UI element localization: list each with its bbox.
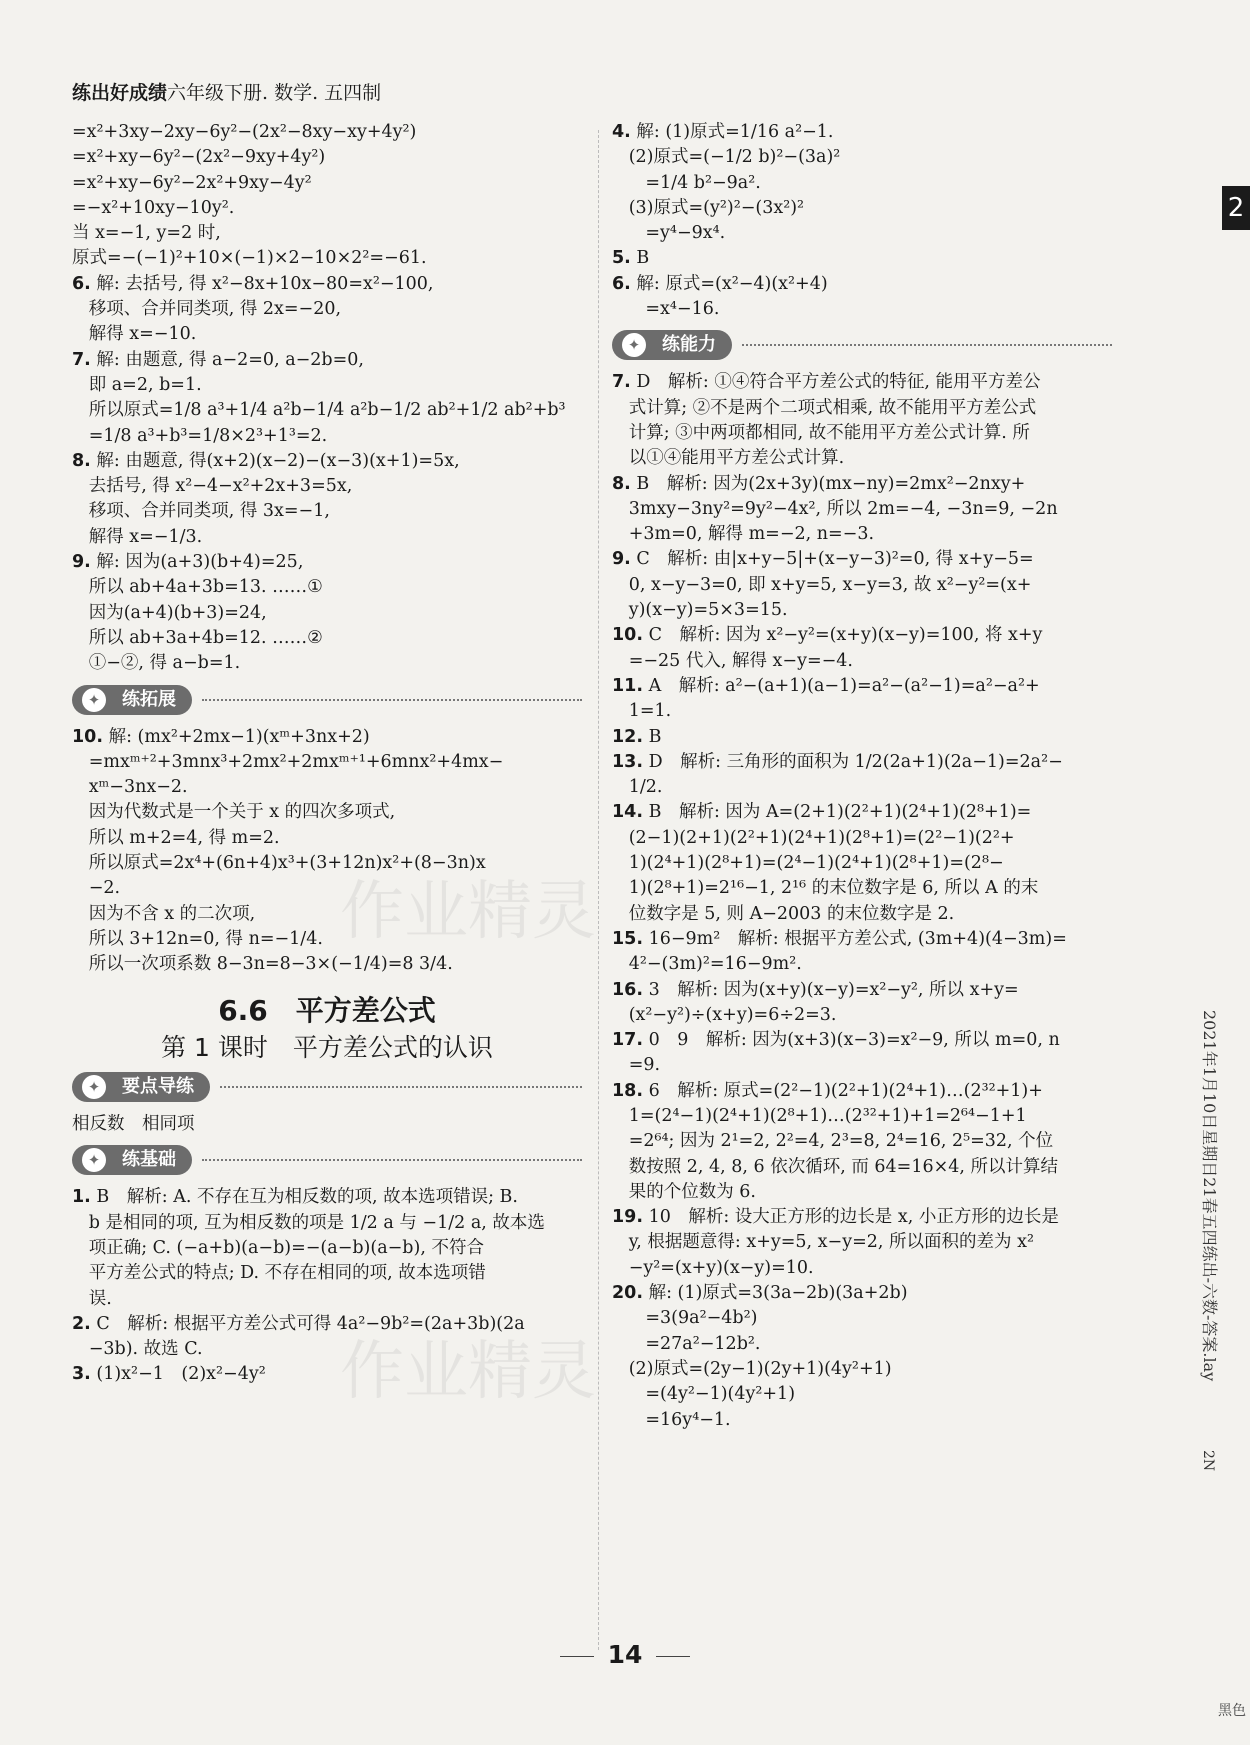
answer-line bbox=[612, 826, 1112, 851]
section-heading: 6.6 平方差公式 bbox=[218, 993, 436, 1027]
question-number: 11. bbox=[612, 675, 644, 696]
side-code: 2N bbox=[1200, 1450, 1216, 1472]
question-number: 14. bbox=[612, 802, 644, 823]
answer-line bbox=[612, 649, 1112, 674]
answer-line bbox=[612, 1155, 1112, 1180]
answer-text: 原式=−(−1)²+10×(−1)×2−10×2²=−61. bbox=[72, 248, 427, 269]
answer-text: C 解析: 因为 x²−y²=(x+y)(x−y)=100, 将 x+y bbox=[643, 625, 1043, 646]
question-number: 10. bbox=[612, 625, 644, 646]
answer-text: 解: (mx²+2mx−1)(xᵐ+3nx+2) bbox=[103, 726, 370, 747]
answer-line bbox=[612, 145, 1112, 170]
answer-text: =mxᵐ⁺²+3mnx³+2mx²+2mxᵐ⁺¹+6mnx²+4mx− bbox=[72, 751, 504, 772]
answer-line bbox=[72, 1112, 582, 1137]
answer-text: −2. bbox=[72, 878, 121, 899]
answer-line bbox=[72, 449, 582, 474]
answer-text: 1)(2⁴+1)(2⁸+1)=(2⁴−1)(2⁴+1)(2⁸+1)=(2⁸− bbox=[612, 853, 1004, 874]
section-title bbox=[72, 1072, 210, 1102]
answer-text: (3)原式=(y²)²−(3x²)² bbox=[612, 197, 805, 218]
corner-label: 黑色 bbox=[1218, 1703, 1246, 1719]
answer-line bbox=[612, 800, 1112, 825]
answer-line bbox=[612, 1053, 1112, 1078]
question-number: 17. bbox=[612, 1030, 644, 1051]
answer-line bbox=[612, 221, 1112, 246]
answer-line bbox=[72, 196, 582, 221]
answer-line bbox=[612, 370, 1112, 395]
answer-line bbox=[612, 1382, 1112, 1407]
answer-line bbox=[612, 421, 1112, 446]
answer-line bbox=[612, 1180, 1112, 1205]
answer-line bbox=[612, 171, 1112, 196]
answer-text: 所以一次项系数 8−3n=8−3×(−1/4)=8 3/4. bbox=[72, 954, 453, 975]
answer-line bbox=[72, 800, 582, 825]
answer-line bbox=[612, 876, 1112, 901]
page-header bbox=[72, 78, 381, 105]
page-number-row bbox=[0, 1640, 1250, 1669]
answer-line bbox=[612, 1408, 1112, 1433]
answer-line bbox=[612, 547, 1112, 572]
section-title bbox=[72, 1145, 192, 1175]
answer-line bbox=[72, 851, 582, 876]
answer-line bbox=[72, 145, 582, 170]
section-banner bbox=[72, 1143, 582, 1177]
answer-text: (1)x²−1 (2)x²−4y² bbox=[90, 1364, 266, 1385]
answer-text: 所以 3+12n=0, 得 n=−1/4. bbox=[72, 928, 323, 949]
answer-text: =−25 代入, 解得 x−y=−4. bbox=[612, 650, 853, 671]
question-number: 8. bbox=[612, 473, 631, 494]
answer-text: 1/2. bbox=[612, 777, 663, 798]
answer-line bbox=[612, 1306, 1112, 1331]
answer-line bbox=[612, 927, 1112, 952]
answer-line bbox=[612, 573, 1112, 598]
watermark: 作业精灵 bbox=[340, 1335, 596, 1409]
answer-text: D 解析: 三角形的面积为 1/2(2a+1)(2a−1)=2a²− bbox=[643, 751, 1063, 772]
answer-text: 因为代数式是一个关于 x 的四次多项式, bbox=[72, 802, 396, 823]
answer-line bbox=[612, 1079, 1112, 1104]
answer-line bbox=[612, 1003, 1112, 1028]
answer-line bbox=[612, 1104, 1112, 1129]
answer-text: 解: 原式=(x²−4)(x²+4) bbox=[630, 273, 828, 294]
chapter-tab: 2 bbox=[1222, 186, 1250, 230]
answer-text: =x⁴−16. bbox=[612, 299, 720, 320]
section-title bbox=[612, 330, 732, 360]
runner-icon: ✦ bbox=[82, 688, 106, 712]
dotted-rule bbox=[202, 1159, 582, 1161]
answer-line bbox=[612, 396, 1112, 421]
answer-text: =27a²−12b². bbox=[612, 1333, 761, 1354]
answer-line bbox=[72, 373, 582, 398]
answer-text: 1=1. bbox=[612, 701, 672, 722]
answer-line bbox=[612, 902, 1112, 927]
answer-text: +3m=0, 解得 m=−2, n=−3. bbox=[612, 524, 875, 545]
column-divider bbox=[598, 130, 599, 1650]
answer-line bbox=[612, 120, 1112, 145]
answer-text: 解得 x=−10. bbox=[72, 324, 197, 345]
answer-line bbox=[72, 221, 582, 246]
answer-text: 以①④能用平方差公式计算. bbox=[612, 448, 845, 469]
answer-text: 解: 因为(a+3)(b+4)=25, bbox=[90, 552, 304, 573]
answer-text: B bbox=[643, 726, 662, 747]
answer-text: =9. bbox=[612, 1055, 661, 1076]
question-number: 5. bbox=[612, 248, 631, 269]
answer-text: C 解析: 根据平方差公式可得 4a²−9b²=(2a+3b)(2a bbox=[90, 1313, 525, 1334]
answer-line bbox=[72, 499, 582, 524]
answer-line bbox=[612, 1332, 1112, 1357]
answer-line bbox=[72, 1362, 582, 1387]
answer-line bbox=[612, 497, 1112, 522]
answer-text: 6 解析: 原式=(2²−1)(2²+1)(2⁴+1)…(2³²+1)+ bbox=[643, 1080, 1043, 1101]
answer-text: 当 x=−1, y=2 时, bbox=[72, 223, 221, 244]
question-number: 3. bbox=[72, 1364, 91, 1385]
answer-line bbox=[72, 474, 582, 499]
answer-text: 去括号, 得 x²−4−x²+2x+3=5x, bbox=[72, 476, 353, 497]
answer-line bbox=[72, 550, 582, 575]
left-column bbox=[72, 120, 582, 1388]
section-label: 练基础 bbox=[122, 1149, 176, 1171]
brand-title: 练出好成绩 bbox=[72, 82, 168, 104]
answer-text: 所以 m+2=4, 得 m=2. bbox=[72, 827, 280, 848]
answer-line bbox=[72, 902, 582, 927]
answer-line bbox=[72, 246, 582, 271]
answer-text: y, 根据题意得: x+y=5, x−y=2, 所以面积的差为 x² bbox=[612, 1232, 1034, 1253]
answer-line bbox=[612, 446, 1112, 471]
answer-line bbox=[72, 171, 582, 196]
answer-line bbox=[72, 775, 582, 800]
answer-line bbox=[72, 725, 582, 750]
answer-line bbox=[612, 522, 1112, 547]
answer-text: 解: (1)原式=1/16 a²−1. bbox=[630, 122, 834, 142]
answer-line bbox=[612, 1281, 1112, 1306]
page-number: 14 bbox=[607, 1640, 643, 1669]
answer-text: =x²+3xy−2xy−6y²−(2x²−8xy−xy+4y²) bbox=[72, 122, 417, 142]
question-number: 13. bbox=[612, 751, 644, 772]
answer-line bbox=[612, 952, 1112, 977]
answer-line bbox=[72, 1236, 582, 1261]
answer-text: (x²−y²)÷(x+y)=6÷2=3. bbox=[612, 1004, 837, 1025]
answer-text: 0 9 解析: 因为(x+3)(x−3)=x²−9, 所以 m=0, n bbox=[643, 1030, 1060, 1051]
answer-line bbox=[72, 322, 582, 347]
answer-line bbox=[72, 750, 582, 775]
answer-line bbox=[72, 1185, 582, 1210]
answer-text: =x²+xy−6y²−2x²+9xy−4y² bbox=[72, 172, 312, 193]
question-number: 20. bbox=[612, 1283, 644, 1304]
section-label: 练能力 bbox=[662, 334, 716, 356]
answer-text: 平方差公式的特点; D. 不存在相同的项, 故本选项错 bbox=[72, 1263, 486, 1284]
answer-text: y)(x−y)=5×3=15. bbox=[612, 600, 788, 621]
answer-text: 解: 由题意, 得 a−2=0, a−2b=0, bbox=[90, 349, 364, 370]
answer-text: 10 解析: 设大正方形的边长是 x, 小正方形的边长是 bbox=[643, 1207, 1059, 1228]
answer-line bbox=[612, 1230, 1112, 1255]
answer-line bbox=[612, 1129, 1112, 1154]
section-banner bbox=[612, 328, 1112, 362]
answer-text: C 解析: 由|x+y−5|+(x−y−3)²=0, 得 x+y−5= bbox=[630, 549, 1034, 570]
answer-line bbox=[72, 424, 582, 449]
answer-line bbox=[612, 196, 1112, 221]
answer-line bbox=[612, 1357, 1112, 1382]
answer-line bbox=[612, 623, 1112, 648]
section-banner bbox=[72, 1070, 582, 1104]
answer-line bbox=[612, 1028, 1112, 1053]
answer-text: ①−②, 得 a−b=1. bbox=[72, 653, 241, 674]
dotted-rule bbox=[202, 699, 582, 701]
question-number: 16. bbox=[612, 979, 644, 1000]
question-number: 9. bbox=[72, 552, 91, 573]
answer-text: 果的个位数为 6. bbox=[612, 1181, 756, 1202]
answer-line bbox=[612, 725, 1112, 750]
question-number: 12. bbox=[612, 726, 644, 747]
lesson-heading: 第 1 课时 平方差公式的认识 bbox=[161, 1032, 493, 1062]
question-number: 6. bbox=[72, 273, 91, 294]
answer-line bbox=[72, 120, 582, 145]
question-number: 9. bbox=[612, 549, 631, 570]
answer-text: =1/4 b²−9a². bbox=[612, 172, 761, 193]
answer-line bbox=[72, 601, 582, 626]
answer-text: 0, x−y−3=0, 即 x+y=5, x−y=3, 故 x²−y²=(x+ bbox=[612, 574, 1032, 595]
answer-text: 即 a=2, b=1. bbox=[72, 374, 202, 395]
answer-line bbox=[612, 1205, 1112, 1230]
runner-icon: ✦ bbox=[82, 1075, 106, 1099]
answer-text: =x²+xy−6y²−(2x²−9xy+4y²) bbox=[72, 147, 326, 168]
answer-text: 移项、合并同类项, 得 2x=−20, bbox=[72, 299, 342, 320]
answer-text: 式计算; ②不是两个二项式相乘, 故不能用平方差公式 bbox=[612, 397, 1037, 418]
answer-line bbox=[72, 651, 582, 676]
answer-line bbox=[612, 297, 1112, 322]
answer-text: =2⁶⁴; 因为 2¹=2, 2²=4, 2³=8, 2⁴=16, 2⁵=32, 个位 bbox=[612, 1131, 1054, 1152]
answer-text: B 解析: 因为(2x+3y)(mx−ny)=2mx²−2nxy+ bbox=[630, 473, 1026, 494]
answer-text: D 解析: ①④符合平方差公式的特征, 能用平方差公 bbox=[630, 372, 1041, 393]
answer-text: B bbox=[630, 248, 650, 269]
answer-text: 解得 x=−1/3. bbox=[72, 526, 203, 547]
answer-line bbox=[612, 699, 1112, 724]
answer-text: xᵐ−3nx−2. bbox=[72, 777, 188, 798]
answer-line bbox=[612, 472, 1112, 497]
answer-line bbox=[612, 246, 1112, 271]
answer-line bbox=[612, 750, 1112, 775]
answer-line bbox=[612, 674, 1112, 699]
question-number: 10. bbox=[72, 726, 104, 747]
question-number: 7. bbox=[72, 349, 91, 370]
answer-text: 16−9m² 解析: 根据平方差公式, (3m+4)(4−3m)= bbox=[643, 928, 1067, 949]
answer-text: 相反数 相同项 bbox=[72, 1114, 195, 1135]
answer-line bbox=[612, 272, 1112, 297]
answer-line bbox=[72, 1337, 582, 1362]
answer-line bbox=[72, 927, 582, 952]
answer-text: =3(9a²−4b²) bbox=[612, 1308, 758, 1329]
answer-text: 所以 ab+4a+3b=13. ……① bbox=[72, 577, 323, 598]
answer-text: A 解析: a²−(a+1)(a−1)=a²−(a²−1)=a²−a²+ bbox=[643, 675, 1040, 696]
answer-line bbox=[72, 1312, 582, 1337]
runner-icon: ✦ bbox=[82, 1148, 106, 1172]
dotted-rule bbox=[220, 1086, 582, 1088]
answer-line bbox=[72, 348, 582, 373]
answer-text: 计算; ③中两项都相同, 故不能用平方差公式计算. 所 bbox=[612, 422, 1030, 443]
answer-text: =(4y²−1)(4y²+1) bbox=[612, 1384, 796, 1405]
answer-line bbox=[612, 978, 1112, 1003]
answer-line bbox=[612, 598, 1112, 623]
answer-line bbox=[72, 398, 582, 423]
answer-line bbox=[612, 775, 1112, 800]
section-label: 要点导练 bbox=[122, 1076, 194, 1098]
answer-text: 所以原式=2x⁴+(6n+4)x³+(3+12n)x²+(8−3n)x bbox=[72, 853, 486, 874]
question-number: 15. bbox=[612, 928, 644, 949]
answer-line bbox=[72, 952, 582, 977]
runner-icon: ✦ bbox=[622, 333, 646, 357]
section-banner bbox=[72, 683, 582, 717]
answer-text: 解: 去括号, 得 x²−8x+10x−80=x²−100, bbox=[90, 273, 434, 294]
answer-text: (2−1)(2+1)(2²+1)(2⁴+1)(2⁸+1)=(2²−1)(2²+ bbox=[612, 827, 1015, 848]
section-title bbox=[72, 685, 192, 715]
question-number: 7. bbox=[612, 372, 631, 393]
answer-line bbox=[72, 1261, 582, 1286]
side-print-info: 2021年1月10日星期日21春五四练出-六数-答案.lay bbox=[1200, 1010, 1219, 1382]
question-number: 2. bbox=[72, 1313, 91, 1334]
answer-text: =y⁴−9x⁴. bbox=[612, 223, 726, 244]
dotted-rule bbox=[742, 344, 1112, 346]
answer-text: 所以 ab+3a+4b=12. ……② bbox=[72, 627, 323, 648]
section-label: 练拓展 bbox=[122, 688, 176, 710]
answer-text: 3mxy−3ny²=9y²−4x², 所以 2m=−4, −3n=9, −2n bbox=[612, 498, 1058, 519]
answer-text: =−x²+10xy−10y². bbox=[72, 197, 235, 218]
answer-text: 解: (1)原式=3(3a−2b)(3a+2b) bbox=[643, 1283, 908, 1304]
answer-line bbox=[72, 626, 582, 651]
answer-line bbox=[72, 525, 582, 550]
answer-line bbox=[72, 575, 582, 600]
answer-text: (2)原式=(−1/2 b)²−(3a)² bbox=[612, 147, 841, 168]
answer-text: −y²=(x+y)(x−y)=10. bbox=[612, 1257, 814, 1278]
question-number: 1. bbox=[72, 1187, 91, 1208]
right-column bbox=[612, 120, 1112, 1433]
answer-line bbox=[72, 272, 582, 297]
answer-text: 移项、合并同类项, 得 3x=−1, bbox=[72, 501, 330, 522]
answer-line bbox=[72, 1211, 582, 1236]
watermark: 作业精灵 bbox=[340, 875, 596, 949]
question-number: 4. bbox=[612, 122, 631, 142]
question-number: 8. bbox=[72, 450, 91, 471]
answer-text: 4²−(3m)²=16−9m². bbox=[612, 954, 802, 975]
answer-text: 项正确; C. (−a+b)(a−b)=−(a−b)(a−b), 不符合 bbox=[72, 1237, 484, 1258]
answer-text: 误. bbox=[72, 1288, 112, 1309]
answer-line bbox=[72, 1287, 582, 1312]
question-number: 19. bbox=[612, 1207, 644, 1228]
answer-text: 数按照 2, 4, 8, 6 依次循环, 而 64=16×4, 所以计算结 bbox=[612, 1156, 1059, 1177]
answer-text: (2)原式=(2y−1)(2y+1)(4y²+1) bbox=[612, 1358, 892, 1379]
answer-line bbox=[72, 826, 582, 851]
question-number: 6. bbox=[612, 273, 631, 294]
answer-text: B 解析: 因为 A=(2+1)(2²+1)(2⁴+1)(2⁸+1)= bbox=[643, 802, 1032, 823]
answer-text: =1/8 a³+b³=1/8×2³+1³=2. bbox=[72, 425, 328, 446]
header-subtitle: 六年级下册. 数学. 五四制 bbox=[167, 82, 382, 104]
answer-text: 位数字是 5, 则 A−2003 的末位数字是 2. bbox=[612, 903, 955, 924]
answer-text: 1)(2⁸+1)=2¹⁶−1, 2¹⁶ 的末位数字是 6, 所以 A 的末 bbox=[612, 878, 1039, 899]
answer-line bbox=[72, 876, 582, 901]
answer-text: 因为(a+4)(b+3)=24, bbox=[72, 602, 267, 623]
answer-text: 所以原式=1/8 a³+1/4 a²b−1/4 a²b−1/2 ab²+1/2 ab²+b³ bbox=[72, 400, 566, 421]
answer-text: B 解析: A. 不存在互为相反数的项, 故本选项错误; B. bbox=[90, 1187, 518, 1208]
answer-text: 因为不含 x 的二次项, bbox=[72, 903, 256, 924]
answer-text: 1=(2⁴−1)(2⁴+1)(2⁸+1)…(2³²+1)+1=2⁶⁴−1+1 bbox=[612, 1105, 1027, 1126]
answer-line bbox=[612, 1256, 1112, 1281]
answer-text: 3 解析: 因为(x+y)(x−y)=x²−y², 所以 x+y= bbox=[643, 979, 1019, 1000]
answer-line bbox=[612, 851, 1112, 876]
question-number: 18. bbox=[612, 1080, 644, 1101]
answer-text: =16y⁴−1. bbox=[612, 1409, 731, 1430]
answer-text: 解: 由题意, 得(x+2)(x−2)−(x−3)(x+1)=5x, bbox=[90, 450, 460, 471]
answer-line bbox=[72, 297, 582, 322]
answer-text: −3b). 故选 C. bbox=[72, 1339, 203, 1360]
answer-text: b 是相同的项, 互为相反数的项是 1/2 a 与 −1/2 a, 故本选 bbox=[72, 1212, 545, 1233]
